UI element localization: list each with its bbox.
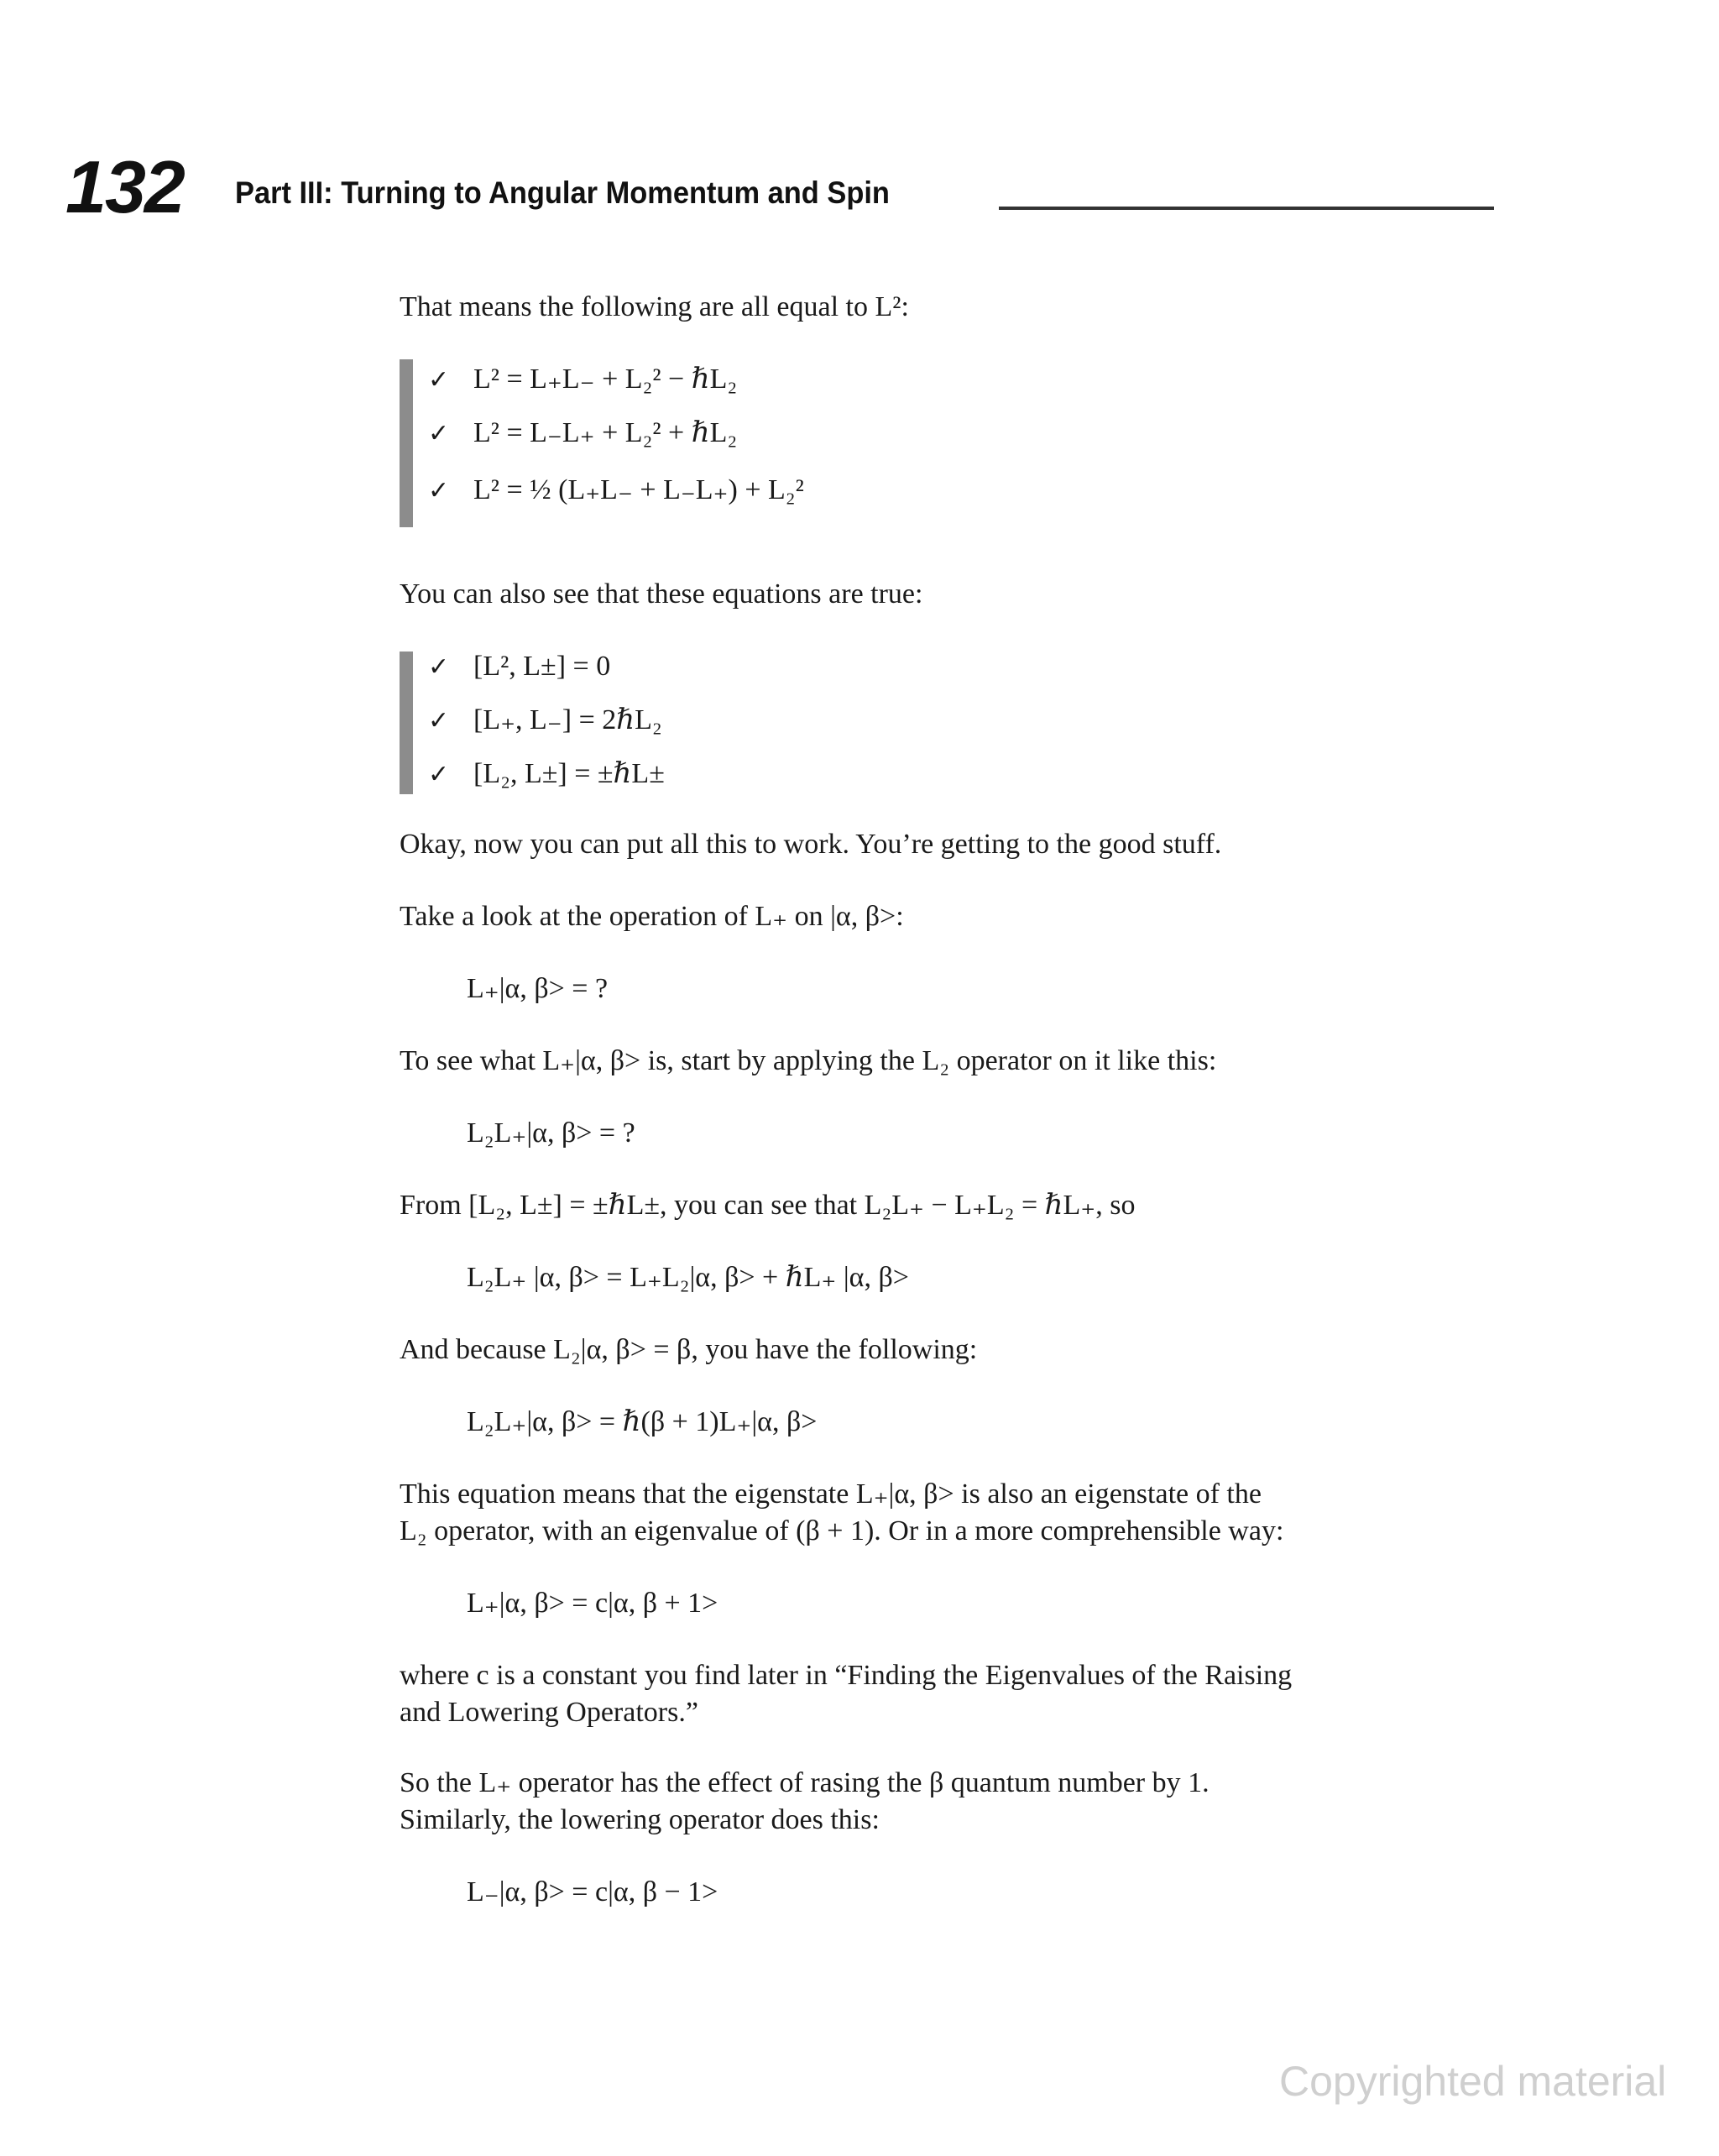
check-icon: ✓: [428, 760, 450, 789]
copyright-watermark: Copyrighted material: [1279, 2058, 1667, 2105]
list-item: [428, 361, 737, 399]
list-item: [428, 472, 804, 510]
paragraph-line: So the L₊ operator has the effect of rasing the β quantum number by 1.: [400, 1767, 1210, 1798]
equation-item: L² = L₋L₊ + L₂² + ℏL₂: [473, 417, 738, 448]
paragraph-intro: That means the following are all equal to L²:: [400, 291, 909, 322]
check-icon: ✓: [428, 476, 450, 505]
paragraph: And because L₂|α, β> = β, you have the following:: [400, 1334, 978, 1365]
equation-item: [L², L±] = 0: [473, 651, 611, 682]
paragraph: You can also see that these equations are true:: [400, 578, 923, 610]
paragraph-line: L₂ operator, with an eigenvalue of (β + 1). Or in a more comprehensible way:: [400, 1515, 1284, 1546]
paragraph-line: and Lowering Operators.”: [400, 1697, 698, 1728]
header-rule: [999, 207, 1494, 210]
equation-item: L² = L₊L₋ + L₂² − ℏL₂: [473, 364, 738, 395]
list-bar: [400, 359, 413, 527]
paragraph: Okay, now you can put all this to work. You’re getting to the good stuff.: [400, 829, 1222, 860]
check-icon: ✓: [428, 652, 450, 682]
check-icon: ✓: [428, 419, 450, 448]
paragraph: From [L₂, L±] = ±ℏL±, you can see that L₂L₊ − L₊L₂ = ℏL₊, so: [400, 1190, 1136, 1221]
equation: L₊|α, β> = c|α, β + 1>: [467, 1588, 718, 1619]
check-icon: ✓: [428, 365, 450, 395]
list-item: [428, 415, 737, 453]
running-title: Part III: Turning to Angular Momentum and Spin: [235, 175, 890, 210]
equation: L₂L₊|α, β> = ?: [467, 1117, 635, 1149]
equation-item: L² = ½ (L₊L₋ + L₋L₊) + L₂²: [473, 474, 804, 505]
paragraph-line: where c is a constant you find later in “Finding the Eigenvalues of the Raising: [400, 1660, 1293, 1691]
paragraph: Take a look at the operation of L₊ on |α, β>:: [400, 901, 904, 932]
list-item: [428, 648, 610, 686]
list-item: [428, 702, 662, 740]
list-item: [428, 756, 665, 793]
list-bar: [400, 652, 413, 794]
equation: L₊|α, β> = ?: [467, 973, 609, 1004]
paragraph-line: This equation means that the eigenstate L₊|α, β> is also an eigenstate of the: [400, 1478, 1262, 1510]
equation-item: [L₊, L₋] = 2ℏL₂: [473, 704, 662, 735]
equation-item: [L₂, L±] = ±ℏL±: [473, 758, 665, 789]
equation: L₂L₊|α, β> = ℏ(β + 1)L₊|α, β>: [467, 1406, 818, 1437]
page-number: 132: [65, 145, 184, 228]
paragraph-line: Similarly, the lowering operator does this:: [400, 1804, 880, 1835]
equation: L₂L₊ |α, β> = L₊L₂|α, β> + ℏL₊ |α, β>: [467, 1262, 909, 1293]
equation: L₋|α, β> = c|α, β − 1>: [467, 1876, 718, 1907]
paragraph: To see what L₊|α, β> is, start by applying the L₂ operator on it like this:: [400, 1045, 1217, 1076]
check-icon: ✓: [428, 706, 450, 735]
